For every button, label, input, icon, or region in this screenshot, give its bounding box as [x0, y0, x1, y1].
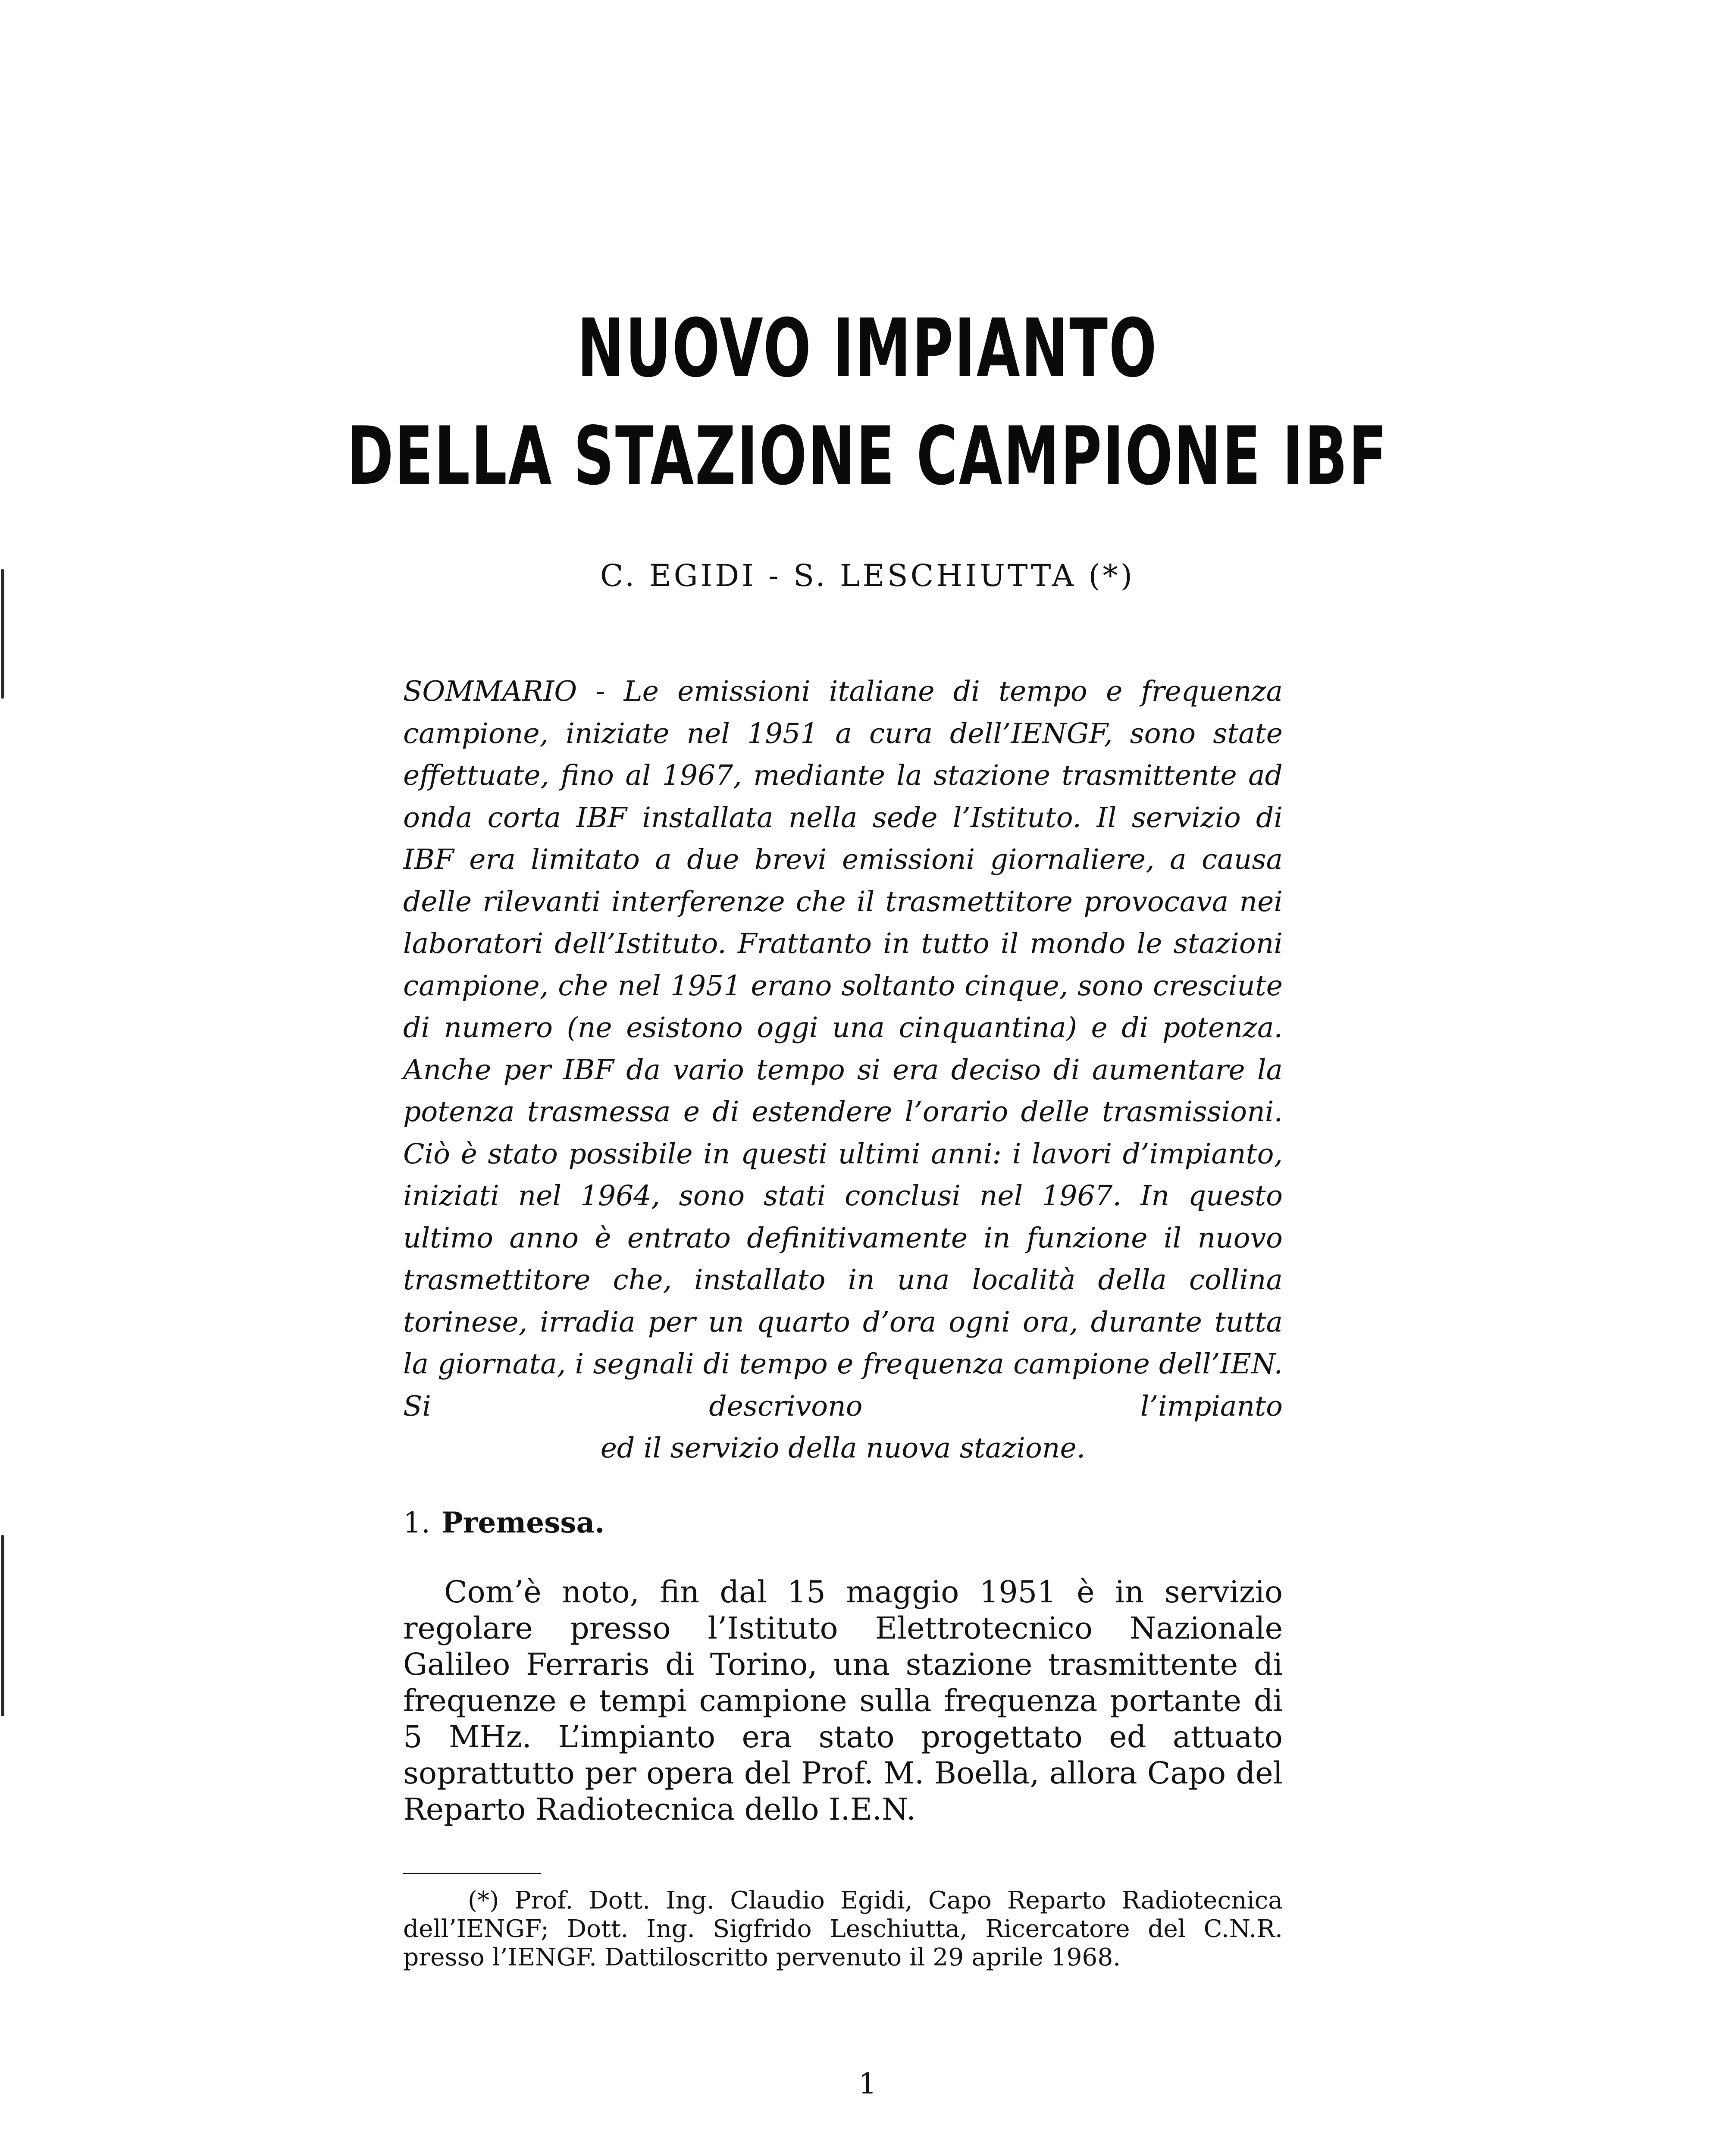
abstract-label: SOMMARIO — [403, 675, 577, 708]
title-line-1: NUOVO IMPIANTO — [577, 301, 1158, 395]
title-line-2: DELLA STAZIONE CAMPIONE IBF — [347, 409, 1388, 503]
authors: C. EGIDI - S. LESCHIUTTA (*) — [600, 558, 1135, 593]
section-heading — [403, 1508, 604, 1537]
footnote-rule — [403, 1873, 541, 1874]
section-number: 1. — [403, 1506, 430, 1539]
body-paragraph: Com’è noto, fin dal 15 maggio 1951 è in servizio regolare presso l’Istituto Elettrotecnico Nazionale Galileo Ferraris di Torino, una stazione trasmittente di frequenze e tempi campione sulla frequenza portante di 5 MHz. L’impianto era stato progettato ed attuato soprattutto per opera del Prof. M. Boella, allora Capo del Reparto Radiotecnica dello I.E.N. — [403, 1574, 1283, 1827]
abstract-last-line: ed il servizio della nuova stazione. — [600, 1432, 1086, 1464]
abstract-body: - Le emissioni italiane di tempo e frequenza campione, iniziate nel 1951 a cura dell’IENGF, sono state effettuate, fino al 1967, mediante la stazione trasmittente ad onda corta IBF installata nella sede l’Istituto. Il servizio di IBF era limitato a due brevi emissioni giornaliere, a causa delle rilevanti interferenze che il trasmettitore provocava nei laboratori dell’Istituto. Frattanto in tutto il mondo le stazioni campione, che nel 1951 erano soltanto cinque, sono cresciute di numero (ne esistono oggi una cinquantina) e di potenza. Anche per IBF da vario tempo si era deciso di aumentare la potenza trasmessa e di estendere l’orario delle trasmissioni. Ciò è stato possibile in questi ultimi anni: i lavori d’impianto, iniziati nel 1964, sono stati conclusi nel 1967. In questo ultimo anno è entrato definitivamente in funzione il nuovo trasmettitore che, installato in una località della collina torinese, irradia per un quarto d’ora ogni ora, durante tutta la giornata, i segnali di tempo e frequenza campione dell’IEN. Si descrivono l’impianto — [403, 675, 1283, 1423]
binding-mark-bottom — [1, 1535, 4, 1716]
footnote: (*) Prof. Dott. Ing. Claudio Egidi, Capo Reparto Radiotecnica dell’IENGF; Dott. Ing. Sigfrido Leschiutta, Ricercatore del C.N.R. presso l’IENGF. Dattiloscritto pervenuto il 29 aprile 1968. — [403, 1887, 1283, 1971]
page-number: 1 — [858, 2067, 877, 2100]
abstract — [403, 671, 1283, 1470]
section-title: Premessa. — [441, 1506, 605, 1539]
